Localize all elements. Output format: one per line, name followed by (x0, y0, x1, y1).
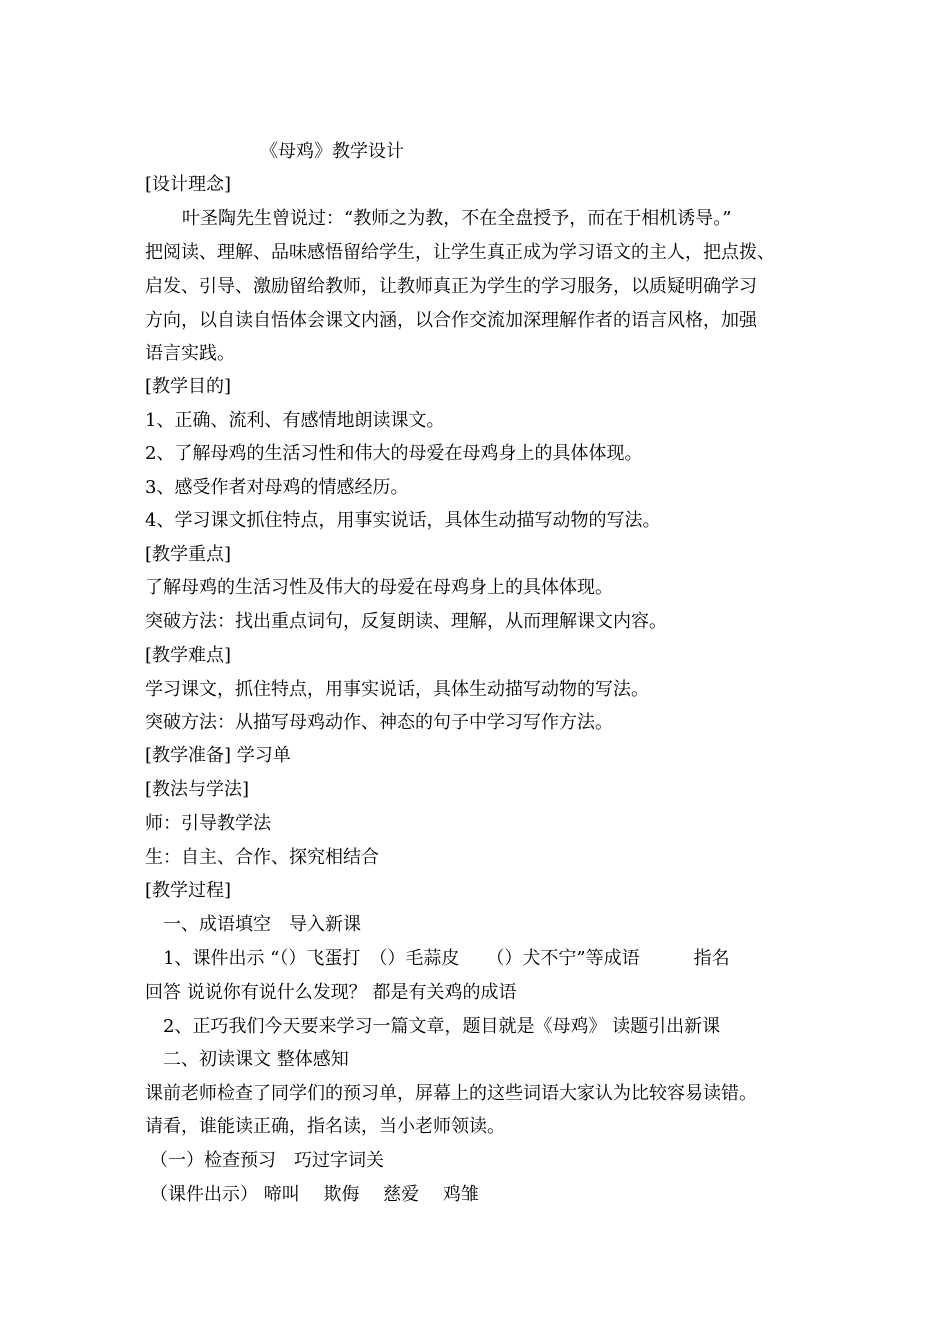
list-item: 3、感受作者对母鸡的情感经历。 (145, 477, 409, 498)
paragraph-line: 把阅读、理解、品味感悟留给学生，让学生真正成为学习语文的主人，把点拨、 (145, 242, 775, 263)
paragraph-line: 语言实践。 (145, 343, 235, 364)
paragraph-line: 突破方法：从描写母鸡动作、神态的句子中学习写作方法。 (145, 712, 613, 733)
section-heading-process: [教学过程] (145, 880, 232, 901)
section-heading-difficulties: [教学难点] (145, 645, 232, 666)
paragraph-line: （课件出示） 啼叫 欺侮 慈爱 鸡雏 (150, 1184, 479, 1205)
subsection-heading: 二、初读课文 整体感知 (163, 1049, 349, 1070)
paragraph-line: 2、正巧我们今天要来学习一篇文章，题目就是《母鸡》 读题引出新课 (163, 1016, 721, 1037)
section-heading-teaching-objectives: [教学目的] (145, 376, 232, 397)
paragraph-line: 生：自主、合作、探究相结合 (145, 847, 379, 868)
paragraph-line: 请看，谁能读正确，指名读，当小老师领读。 (145, 1116, 505, 1137)
paragraph-line: 启发、引导、激励留给教师，让教师真正为学生的学习服务，以质疑明确学习 (145, 276, 757, 297)
paragraph-line: 回答 说说你有说什么发现？ 都是有关鸡的成语 (145, 982, 517, 1003)
paragraph-line: 师：引导教学法 (145, 813, 271, 834)
paragraph-line: 课前老师检查了同学们的预习单，屏幕上的这些词语大家认为比较容易读错。 (145, 1083, 757, 1104)
section-heading-design-concept: [设计理念] (145, 174, 232, 195)
paragraph-line: 1、课件出示 “（）飞蛋打 （）毛蒜皮 （）犬不宁”等成语 指名 (163, 948, 730, 969)
paragraph-line: 了解母鸡的生活习性及伟大的母爱在母鸡身上的具体体现。 (145, 577, 613, 598)
list-item: 4、学习课文抓住特点，用事实说话，具体生动描写动物的写法。 (145, 510, 661, 531)
subsection-heading: （一）检查预习 巧过字词关 (150, 1150, 384, 1171)
section-heading-key-points: [教学重点] (145, 544, 232, 565)
paragraph-line: 学习课文，抓住特点，用事实说话，具体生动描写动物的写法。 (145, 679, 649, 700)
list-item: 1、正确、流利、有感情地朗读课文。 (145, 410, 445, 431)
section-heading-methods: [教法与学法] (145, 779, 250, 800)
page-title: 《母鸡》教学设计 (260, 141, 404, 162)
subsection-heading: 一、成语填空 导入新课 (163, 914, 361, 935)
paragraph-line: 突破方法：找出重点词句，反复朗读、理解，从而理解课文内容。 (145, 611, 667, 632)
section-heading-preparation: [教学准备] 学习单 (145, 745, 291, 766)
paragraph-line: 方向，以自读自悟体会课文内涵，以合作交流加深理解作者的语言风格，加强 (145, 310, 757, 331)
paragraph-line: 叶圣陶先生曾说过：“教师之为教，不在全盘授予，而在于相机诱导。” (182, 208, 732, 229)
list-item: 2、了解母鸡的生活习性和伟大的母爱在母鸡身上的具体体现。 (145, 443, 643, 464)
